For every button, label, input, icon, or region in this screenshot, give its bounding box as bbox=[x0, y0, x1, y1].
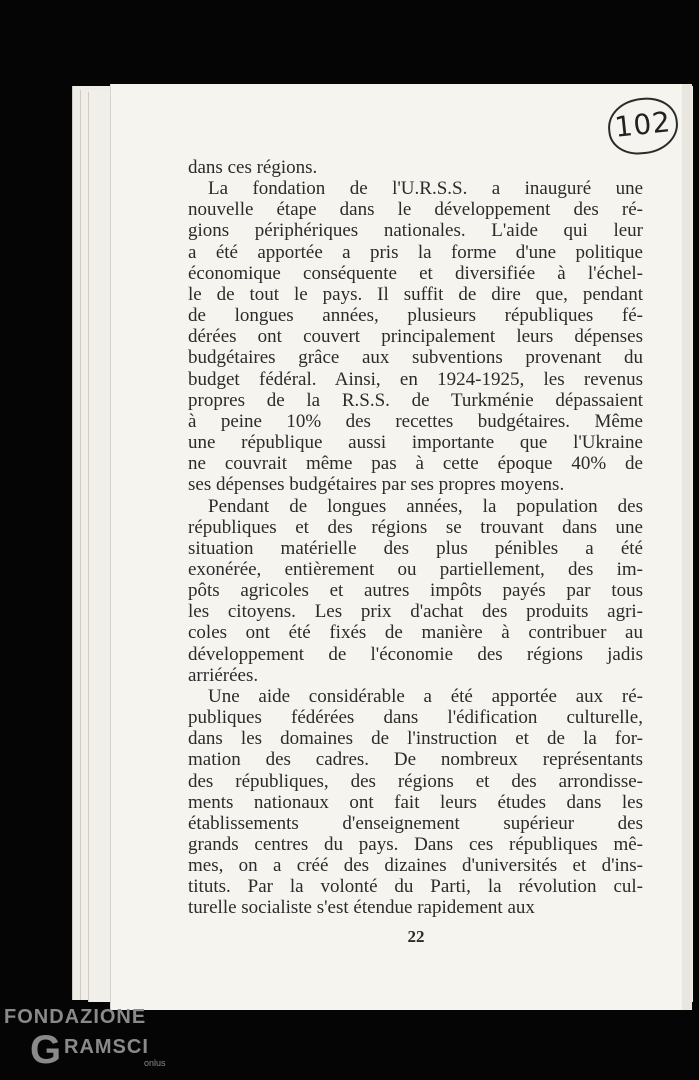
watermark-logo bbox=[4, 1006, 174, 1076]
logo-g-mark: G bbox=[30, 1028, 62, 1072]
text-line: une république aussi importante que l'Ukraine bbox=[188, 432, 643, 454]
page-edge bbox=[682, 84, 692, 1010]
body-text bbox=[188, 157, 643, 919]
text-line: exonérée, entièrement ou partiellement, des im- bbox=[188, 558, 643, 580]
logo-line-2: RAMSCI bbox=[64, 1036, 149, 1058]
text-line: grands centres du pays. Dans ces républiques mê- bbox=[188, 834, 643, 855]
logo-sub: onlus bbox=[144, 1058, 166, 1068]
text-line: a été apportée a pris la forme d'une politique bbox=[188, 241, 643, 263]
handwritten-folio-number: 102 bbox=[605, 94, 680, 157]
text-line: économique conséquente et diversifiée à l'échel- bbox=[188, 262, 643, 284]
text-line: développement de l'économie des régions jadis bbox=[188, 643, 643, 665]
text-line: Une aide considérable a été apportée aux ré- bbox=[208, 685, 643, 707]
text-line: le de tout le pays. Il suffit de dire que, pendant bbox=[188, 283, 643, 305]
text-line: situation matérielle des plus pénibles a été bbox=[188, 537, 643, 559]
text-line: républiques et des régions se trouvant dans une bbox=[188, 516, 643, 538]
text-line: à peine 10% des recettes budgétaires. Même bbox=[188, 410, 643, 432]
text-line: dans ces régions. bbox=[188, 157, 318, 178]
text-line: budgétaires grâce aux subventions provenant du bbox=[188, 347, 643, 369]
text-line: dérées ont couvert principalement leurs dépenses bbox=[188, 326, 643, 348]
text-line: budget fédéral. Ainsi, en 1924-1925, les revenus bbox=[188, 368, 643, 390]
text-line: dans les domaines de l'instruction et de la for- bbox=[188, 728, 643, 750]
text-line: gions périphériques nationales. L'aide qui leur bbox=[188, 220, 643, 242]
text-line: coles ont été fixés de manière à contribuer au bbox=[188, 622, 643, 644]
text-line: nouvelle étape dans le développement des ré- bbox=[188, 199, 643, 221]
text-line: propres de la R.S.S. de Turkménie dépassaient bbox=[188, 389, 643, 411]
text-line: tituts. Par la volonté du Parti, la révolution cul- bbox=[188, 876, 643, 898]
text-line: mes, on a créé des dizaines d'universités et d'ins- bbox=[188, 855, 643, 877]
text-line: ses dépenses budgétaires par ses propres moyens. bbox=[188, 474, 565, 496]
logo-line-1: FONDAZIONE bbox=[4, 1006, 147, 1028]
text-line: publiques fédérées dans l'édification culturelle, bbox=[188, 707, 643, 729]
text-line: les citoyens. Les prix d'achat des produits agri- bbox=[188, 601, 643, 623]
text-line: établissements d'enseignement supérieur des bbox=[188, 812, 643, 834]
text-line: ments nationaux ont fait leurs études dans les bbox=[188, 791, 643, 813]
text-line: pôts agricoles et autres impôts payés par tous bbox=[188, 580, 643, 602]
text-line: La fondation de l'U.R.S.S. a inauguré une bbox=[208, 178, 643, 200]
text-line: arriérées. bbox=[188, 664, 259, 686]
text-line: des républiques, des régions et des arrondisse- bbox=[188, 770, 643, 792]
text-line: mation des cadres. De nombreux représentants bbox=[188, 749, 643, 771]
text-line: ne couvrait même pas à cette époque 40% de bbox=[188, 453, 643, 475]
text-line: de longues années, plusieurs républiques fé- bbox=[188, 305, 643, 327]
text-line: turelle socialiste s'est étendue rapidement aux bbox=[188, 897, 535, 919]
page-number: 22 bbox=[407, 927, 425, 946]
text-line: Pendant de longues années, la population des bbox=[208, 495, 643, 517]
